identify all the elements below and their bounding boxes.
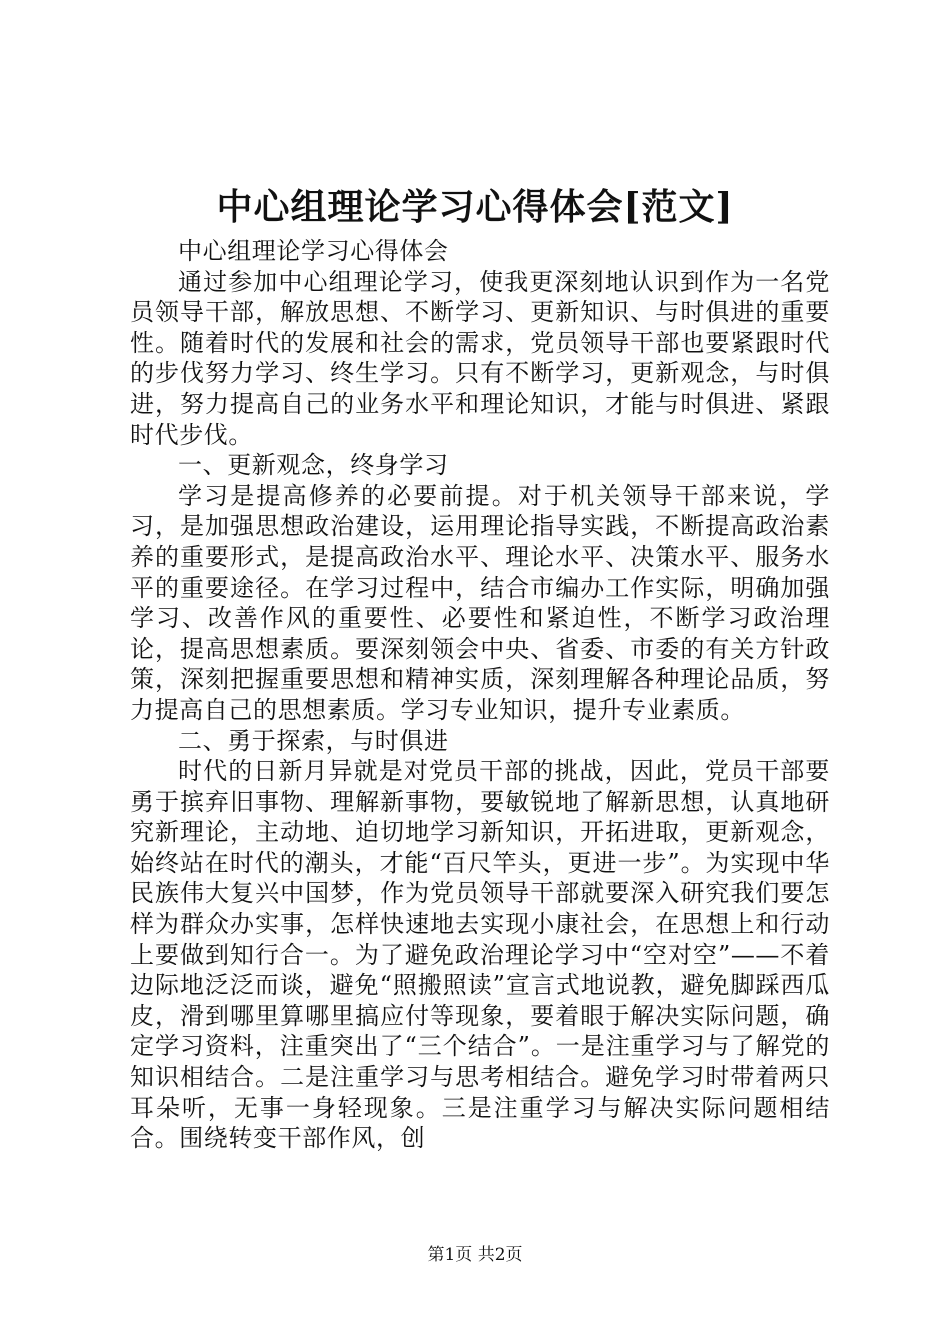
section-heading-2: 二、勇于探索，与时俱进 (178, 726, 449, 755)
section-heading-1: 一、更新观念，终身学习 (178, 451, 449, 480)
section-2-paragraph: 时代的日新月异就是对党员干部的挑战，因此，党员干部要勇于摈弃旧事物、理解新事物，要敏锐地了解新思想，认真地研究新理论，主动地、迫切地学习新知识，开拓进取，更新观念，始终站在时代的潮头，才能“百尺竿头，更进一步”。为实现中华民族伟大复兴中国梦，作为党员领导干部就要深入研究我们要怎样为群众办实事，怎样快速地去实现小康社会，在思想上和行动上要做到知行合一。为了避免政治理论学习中“空对空”——不着边际地泛泛而谈，避免“照搬照读”宣言式地说教，避免脚踩西瓜皮，滑到哪里算哪里搞应付等现象，要着眼于解决实际问题，确定学习资料，注重突出了“三个结合”。一是注重学习与了解党的知识相结合。二是注重学习与思考相结合。避免学习时带着两只耳朵听，无事一身轻现象。三是注重学习与解决实际问题相结合。围绕转变干部作风，创 (130, 757, 830, 1153)
document-body (130, 236, 830, 1154)
subtitle-paragraph: 中心组理论学习心得体会 (178, 237, 449, 265)
section-1-paragraph: 学习是提高修养的必要前提。对于机关领导干部来说，学习，是加强思想政治建设，运用理论指导实践，不断提高政治素养的重要形式，是提高政治水平、理论水平、决策水平、服务水平的重要途径。在学习过程中，结合市编办工作实际，明确加强学习、改善作风的重要性、必要性和紧迫性，不断学习政治理论，提高思想素质。要深刻领会中央、省委、市委的有关方针政策，深刻把握重要思想和精神实质，深刻理解各种理论品质，努力提高自己的思想素质。学习专业知识，提升专业素质。 (130, 481, 830, 724)
intro-paragraph: 通过参加中心组理论学习，使我更深刻地认识到作为一名党员领导干部，解放思想、不断学习、更新知识、与时俱进的重要性。随着时代的发展和社会的需求，党员领导干部也要紧跟时代的步伐努力学习、终生学习。只有不断学习，更新观念，与时俱进，努力提高自己的业务水平和理论知识，才能与时俱进、紧跟时代步伐。 (130, 267, 830, 449)
document-title: 中心组理论学习心得体会[范文] (216, 186, 734, 228)
page-footer: 第1页 共2页 (427, 1245, 523, 1265)
